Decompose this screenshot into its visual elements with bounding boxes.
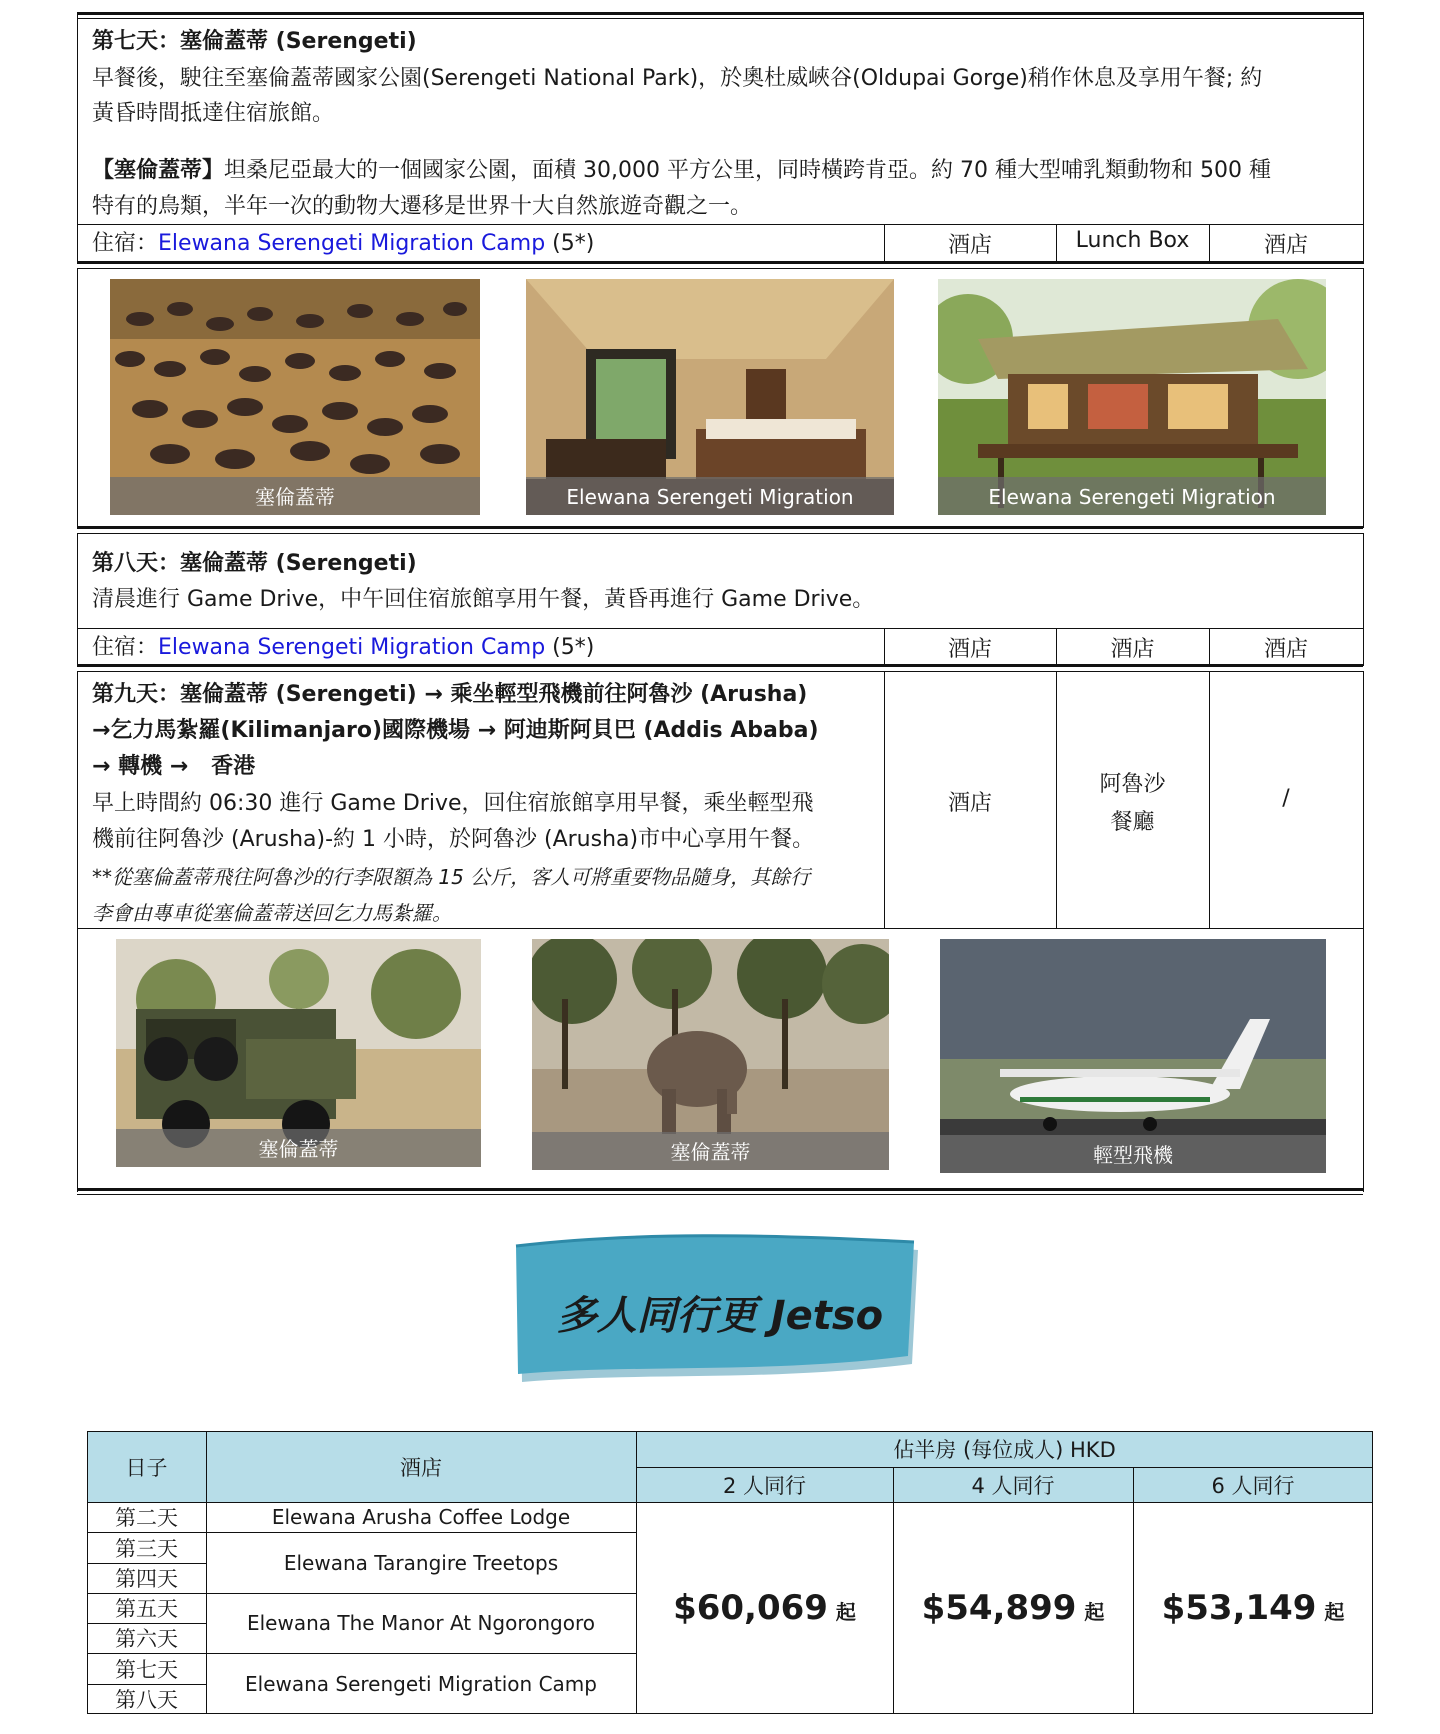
day8-desc-line1: 清晨進行 Game Drive，中午回住宿旅館享用午餐，黃昏再進行 Game Drive。 [92, 587, 875, 612]
day9-desc-line1: 早上時間約 06:30 進行 Game Drive，回住宿旅館享用早餐，乘坐輕型飛 [92, 791, 814, 816]
price-6-suffix: 起 [1324, 1600, 1345, 1624]
pricing-group-4: 4 人同行 [971, 1473, 1055, 1498]
day8-stay [92, 630, 594, 666]
day7-stay-label: 住宿： [92, 231, 159, 256]
day7-stay-hotel: Elewana Serengeti Migration Camp [158, 231, 546, 256]
price-2-persons [636, 1502, 893, 1714]
day8-title: 第八天：塞倫蓋蒂 (Serengeti) [92, 551, 417, 576]
pricing-col-price-header: 佔半房 (每位成人) HKD [893, 1438, 1116, 1462]
day7-desc-line2: 黃昏時間抵達住宿旅館。 [92, 101, 335, 126]
jetso-banner [514, 1232, 926, 1392]
day7-note-heading: 【塞倫蓋蒂】 [92, 158, 225, 183]
day7-note-line2: 特有的鳥類，半年一次的動物大遷移是世界十大自然旅遊奇觀之一。 [92, 194, 753, 219]
day9-meal-breakfast: 酒店 [947, 791, 992, 816]
day8-stay-label: 住宿： [92, 635, 159, 660]
photo-wildebeest [110, 279, 480, 515]
day7-title: 第七天：塞倫蓋蒂 (Serengeti) [92, 29, 417, 54]
day8-stay-hotel: Elewana Serengeti Migration Camp [158, 635, 546, 660]
pricing-day-5: 第五天 [115, 1597, 178, 1621]
day9-title-line3: → 轉機 → 香港 [92, 754, 256, 779]
day9-meal-lunch-line1: 阿魯沙 [1099, 772, 1166, 797]
day7-note-text: 坦桑尼亞最大的一個國家公園，面積 30,000 平方公里，同時橫跨肯亞。約 70 種大型哺乳類動物和 500 種 [224, 158, 1271, 183]
pricing-col-day: 日子 [125, 1455, 168, 1480]
pricing-day-7: 第七天 [115, 1657, 178, 1682]
photo-wildebeest-caption: 塞倫蓋蒂 [110, 477, 480, 515]
day8-meal-lunch: 酒店 [1110, 637, 1155, 662]
pricing-hotel-serengeti: Elewana Serengeti Migration Camp [245, 1671, 597, 1696]
photo-tent-exterior [938, 279, 1326, 515]
photo-light-aircraft-caption: 輕型飛機 [940, 1135, 1326, 1173]
day9-meal-dinner: / [1282, 786, 1290, 811]
day7-note-line1 [92, 153, 1271, 189]
price-4-value: $54,899 [921, 1588, 1077, 1628]
pricing-group-6: 6 人同行 [1211, 1473, 1295, 1498]
banner-text: 多人同行更 Jetso [556, 1293, 884, 1339]
day9-title-line1: 第九天：塞倫蓋蒂 (Serengeti) → 乘坐輕型飛機前往阿魯沙 (Arusha) [92, 682, 808, 707]
day7-stay-star: (5*) [545, 231, 595, 256]
day7-meal-lunch: Lunch Box [1075, 228, 1190, 253]
pricing-hotel-ngorongoro: Elewana The Manor At Ngorongoro [246, 1611, 596, 1635]
price-2-value: $60,069 [673, 1588, 828, 1628]
day9-title-line2: →乞力馬紮羅(Kilimanjaro)國際機場 → 阿迪斯阿貝巴 (Addis Ababa) [92, 718, 819, 743]
price-2-suffix: 起 [835, 1600, 856, 1624]
day9-desc-line2: 機前往阿魯沙 (Arusha)-約 1 小時，於阿魯沙 (Arusha)市中心享用午餐。 [92, 827, 815, 852]
pricing-hotel-tarangire: Elewana Tarangire Treetops [283, 1550, 559, 1575]
pricing-group-2: 2 人同行 [722, 1473, 807, 1498]
pricing-col-hotel: 酒店 [400, 1455, 442, 1480]
day7-desc-line1: 早餐後，駛往至塞倫蓋蒂國家公園(Serengeti National Park)，於奧杜威峽谷(Oldupai Gorge)稍作休息及享用午餐; 約 [92, 66, 1263, 91]
pricing-day-4: 第四天 [115, 1567, 178, 1591]
photo-tent-interior-caption: Elewana Serengeti Migration [526, 477, 894, 515]
day8-meal-dinner: 酒店 [1263, 637, 1308, 662]
photo-tent-interior [526, 279, 894, 515]
pricing-day-6: 第六天 [115, 1627, 178, 1651]
day7-stay [92, 226, 594, 262]
price-4-persons [893, 1502, 1133, 1714]
photo-light-aircraft [940, 939, 1326, 1173]
photo-elephant-caption: 塞倫蓋蒂 [532, 1132, 889, 1170]
price-6-value: $53,149 [1161, 1588, 1317, 1628]
pricing-day-3: 第三天 [115, 1536, 178, 1561]
price-4-suffix: 起 [1084, 1600, 1105, 1624]
photo-safari-jeep-caption: 塞倫蓋蒂 [116, 1129, 481, 1167]
day7-meal-dinner: 酒店 [1263, 233, 1308, 258]
pricing-day-2: 第二天 [115, 1506, 178, 1530]
photo-elephant [532, 939, 889, 1170]
day7-meal-breakfast: 酒店 [947, 233, 992, 258]
pricing-table [87, 1431, 1373, 1714]
photo-safari-jeep [116, 939, 481, 1167]
pricing-hotel-arusha: Elewana Arusha Coffee Lodge [271, 1505, 571, 1529]
day9-note-line2: 李會由專車從塞倫蓋蒂送回乞力馬紮羅。 [92, 901, 452, 925]
day9-meal-lunch-line2: 餐廳 [1110, 810, 1155, 835]
pricing-day-8: 第八天 [115, 1688, 178, 1712]
day8-stay-star: (5*) [545, 635, 595, 660]
price-6-persons [1133, 1502, 1373, 1714]
day9-note-line1: **從塞倫蓋蒂飛往阿魯沙的行李限額為 15 公斤，客人可將重要物品隨身，其餘行 [92, 865, 811, 889]
day8-meal-breakfast: 酒店 [947, 637, 992, 662]
photo-tent-exterior-caption: Elewana Serengeti Migration [938, 477, 1326, 515]
